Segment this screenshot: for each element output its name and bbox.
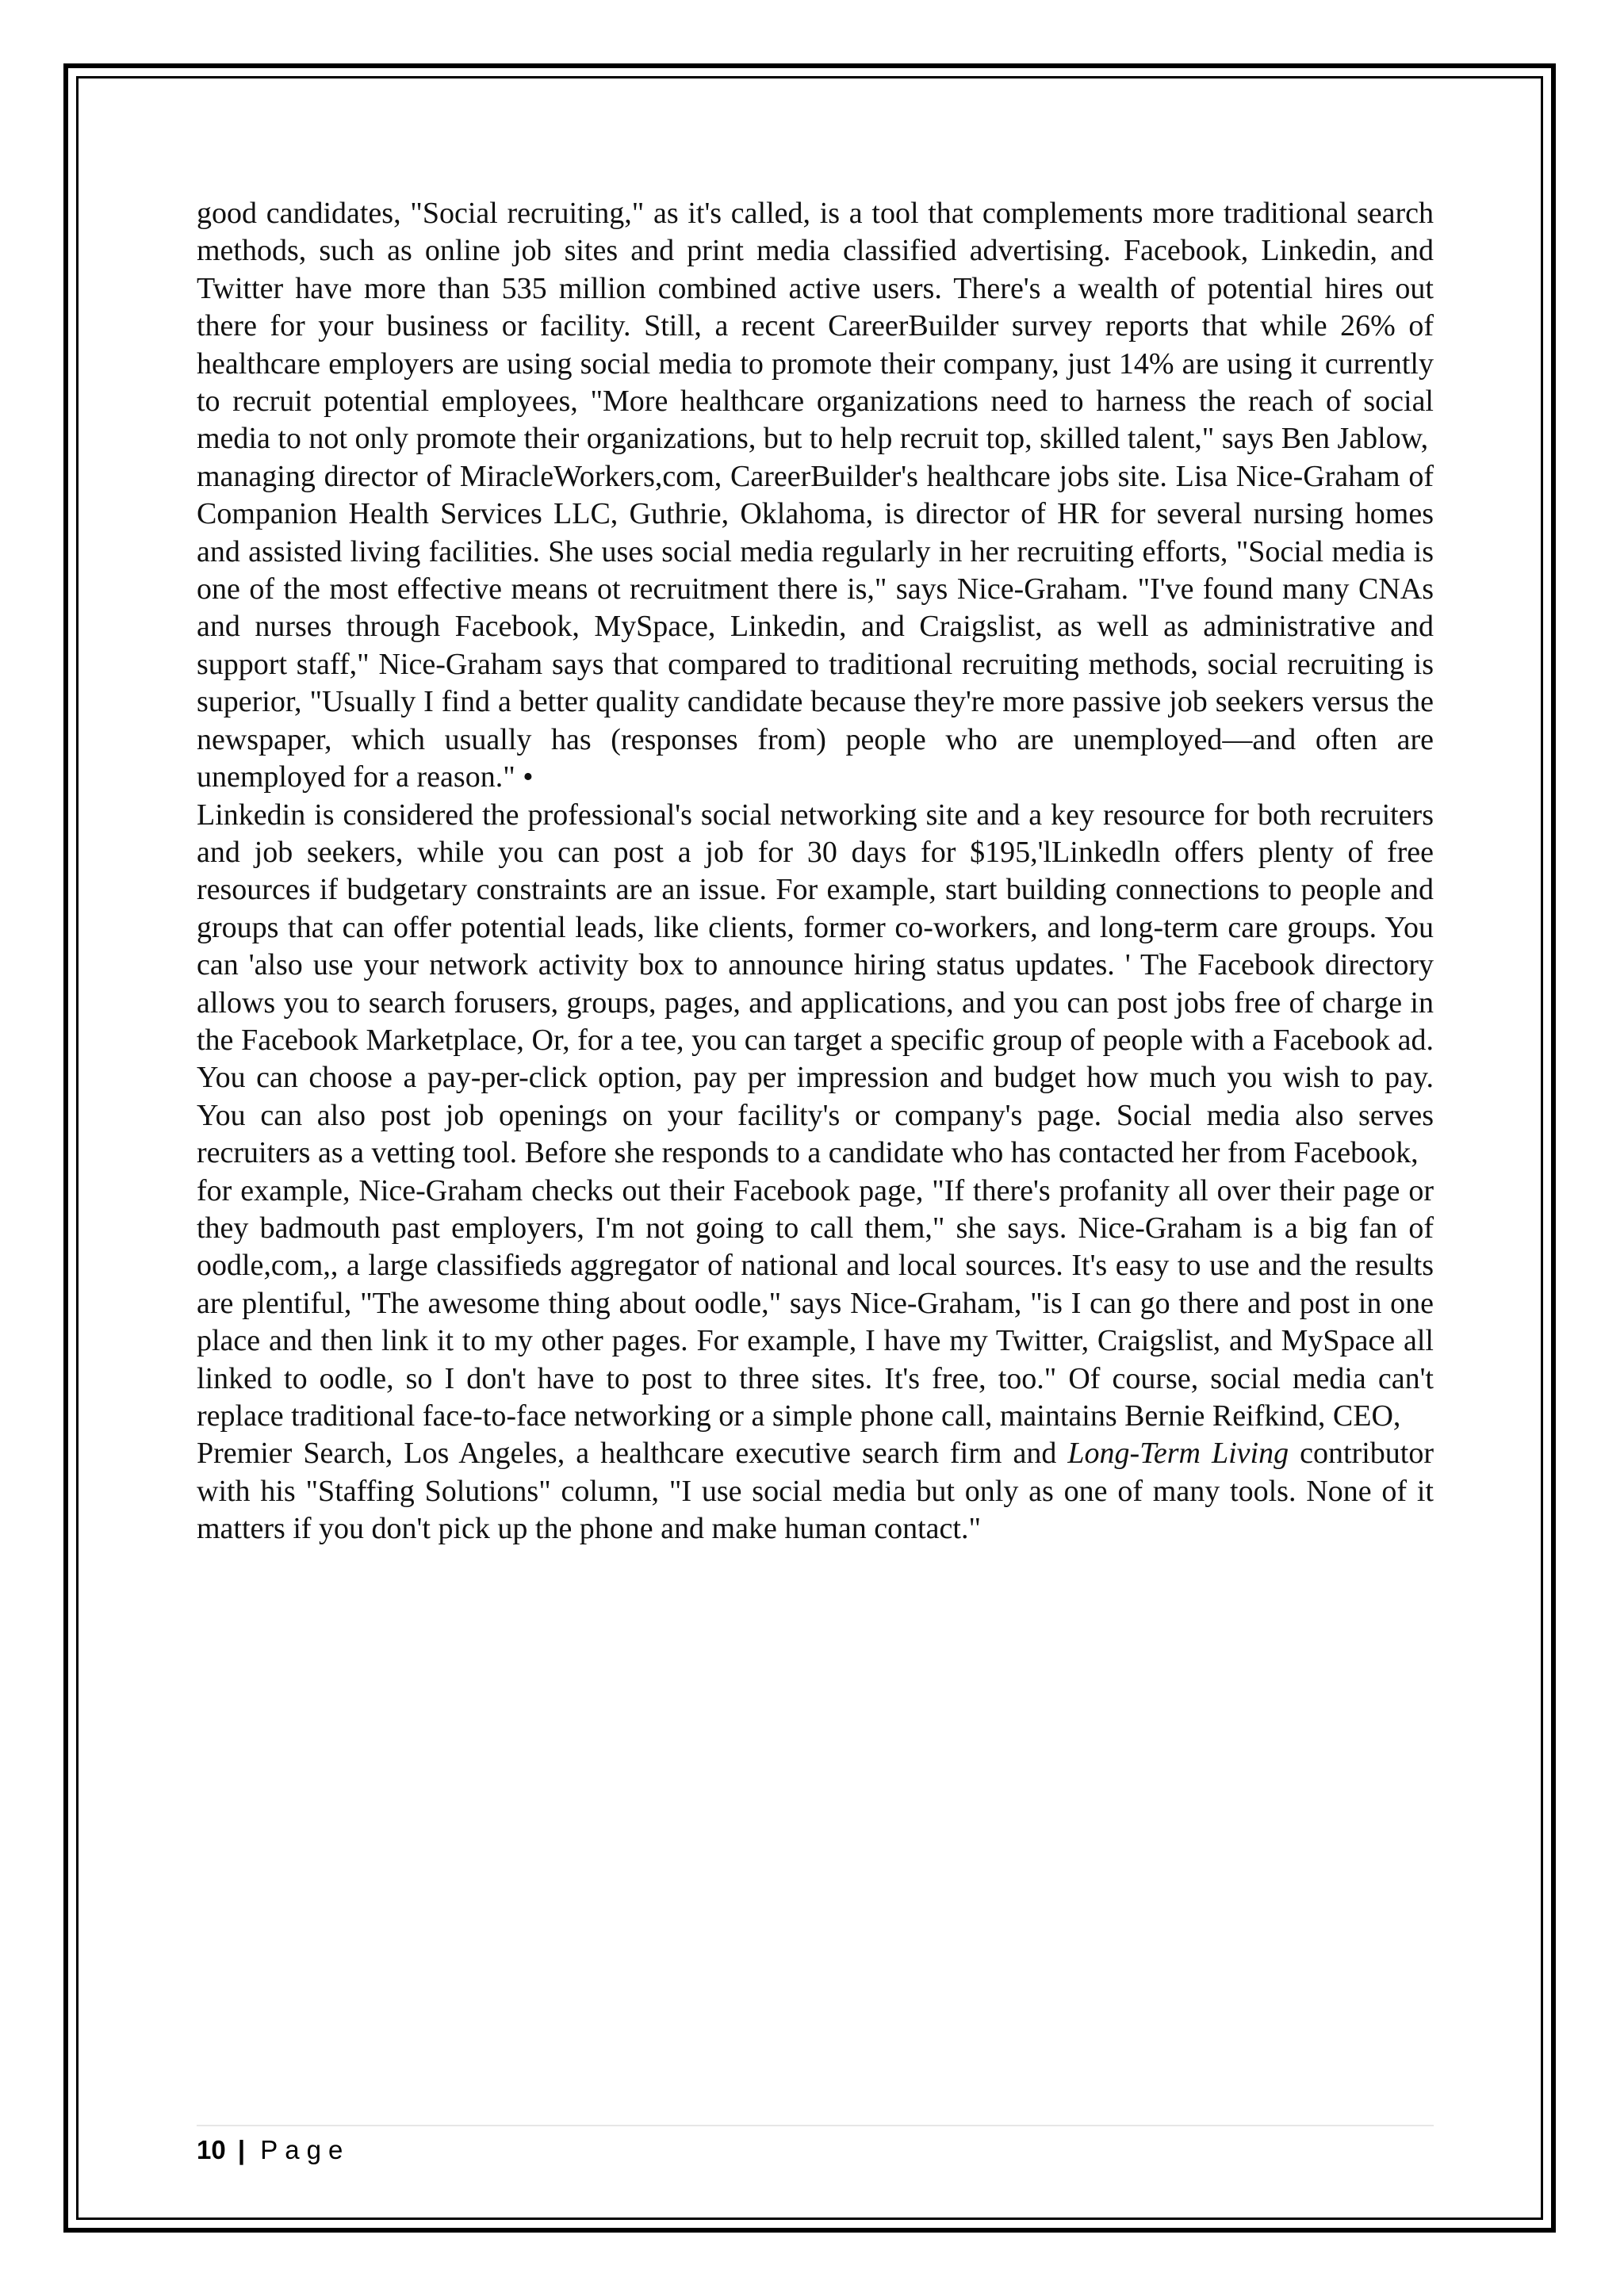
paragraph-4: for example, Nice-Graham checks out their Facebook page, "If there's profanity all over their page or they badmouth past employers, I'm not going to call them," she says. Nice-Graham is a big fan of oodle,com,, a large classifieds aggregator of national and local sources. It's easy to use and the results are plentiful, "The awesome thing about oodle," says Nice-Graham, "is I can go there and post in one place and then link it to my other pages. For example, I have my Twitter, Craigslist, and MySpace all linked to oodle, so I don't have to post to three sites. It's free, too." Of course, social media can't replace traditional face-to-face networking or a simple phone call, maintains Bernie Reifkind, CEO, [197, 1173, 1434, 1433]
footer-divider [197, 2125, 1434, 2126]
paragraph-5 [197, 1435, 1434, 1548]
paragraph-3: Linkedin is considered the professional's social networking site and a key resource for both recruiters and job seekers, while you can post a job for 30 days for $195,'lLinkedln offers plenty of free resources if budgetary constraints are an issue. For example, start building connections to people and groups that can offer potential leads, like clients, former co-workers, and long-term care groups. You can 'also use your network activity box to announce hiring status updates. ' The Facebook directory allows you to search forusers, groups, pages, and applications, and you can post jobs free of charge in the Facebook Marketplace, Or, for a tee, you can target a specific group of people with a Facebook ad. You can choose a pay-per-click option, pay per impression and budget how much you wish to pay. You can also post job openings on your facility's or company's page. Social media also serves recruiters as a vetting tool. Before she responds to a candidate who has contacted her from Facebook, [197, 798, 1434, 1170]
publication-title: Long-Term Living [1067, 1437, 1289, 1471]
paragraph-5-lead: Premier Search, Los Angeles, a healthcare executive search firm and [197, 1437, 1068, 1471]
document-body [197, 195, 1434, 1548]
footer-separator: | [237, 2135, 246, 2164]
page-number: 10 [197, 2135, 226, 2164]
page-label: Page [260, 2135, 350, 2164]
page-footer [197, 2134, 350, 2166]
paragraph-1: good candidates, "Social recruiting," as it's called, is a tool that complements more traditional search methods, such as online job sites and print media classified advertising. Facebook, Linkedin, and Twitter have more than 535 million combined active users. There's a wealth of potential hires out there for your business or facility. Still, a recent CareerBuilder survey reports that while 26% of healthcare employers are using social media to promote their company, just 14% are using it currently to recruit potential employees, "More healthcare organizations need to harness the reach of social media to not only promote their organizations, but to help recruit top, skilled talent," says Ben Jablow, [197, 197, 1434, 456]
paragraph-2: managing director of MiracleWorkers,com, CareerBuilder's healthcare jobs site. Lisa Nice-Graham of Companion Health Services LLC, Guthrie, Oklahoma, is director of HR for several nursing homes and assisted living facilities. She uses social media regularly in her recruiting efforts, "Social media is one of the most effective means ot recruitment there is," says Nice-Graham. "I've found many CNAs and nurses through Facebook, MySpace, Linkedin, and Craigslist, as well as administrative and support staff," Nice-Graham says that compared to traditional recruiting methods, social recruiting is superior, "Usually I find a better quality candidate because they're more passive job seekers versus the newspaper, which usually has (responses from) people who are unemployed—and often are unemployed for a reason." • [197, 459, 1434, 794]
paragraph-5-rest: contributor with his "Staffing Solutions" column, "I use social media but only as one of many tools. None of it matters if you don't pick up the phone and make human contact." [197, 1437, 1434, 1546]
